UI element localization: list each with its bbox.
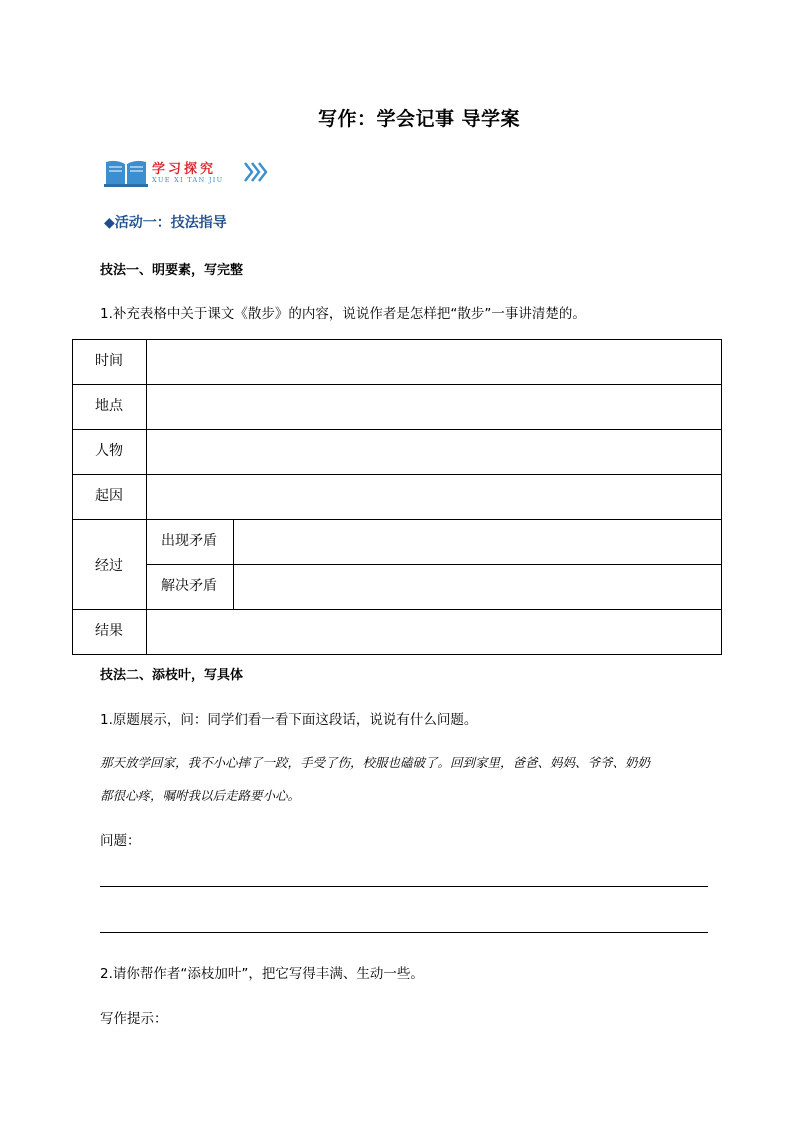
answer-cell-place[interactable] <box>147 385 722 430</box>
table-row <box>73 475 722 520</box>
technique1-heading: 技法一、明要素，写完整 <box>100 263 244 278</box>
technique1-question: 1.补充表格中关于课文《散步》的内容，说说作者是怎样把“散步”一事讲清楚的。 <box>100 306 586 322</box>
technique2-heading: 技法二、添枝叶，写具体 <box>100 668 244 683</box>
passage-line-2: 都很心疼，嘱咐我以后走路要小心。 <box>100 788 301 803</box>
answer-cell-result[interactable] <box>147 610 722 655</box>
row-label-cause: 起因 <box>95 488 123 504</box>
row-label-people: 人物 <box>95 443 123 459</box>
activity-heading: ◆活动一：技法指导 <box>104 215 227 231</box>
answer-cell-time[interactable] <box>147 340 722 385</box>
banner-pinyin: XUE XI TAN JIU <box>152 176 224 184</box>
table-row <box>73 565 722 610</box>
technique2-task: 2.请你帮作者“添枝加叶”，把它写得丰满、生动一些。 <box>100 966 424 982</box>
answer-cell-conflict[interactable] <box>234 520 722 565</box>
passage-line-1: 那天放学回家，我不小心摔了一跤，手受了伤，校服也磕破了。回到家里，爸爸、妈妈、爷爷、奶奶 <box>100 755 651 770</box>
table-row <box>73 610 722 655</box>
hint-label: 写作提示： <box>100 1011 168 1027</box>
sub-label-conflict: 出现矛盾 <box>161 533 217 549</box>
answer-cell-cause[interactable] <box>147 475 722 520</box>
table-row <box>73 340 722 385</box>
answer-line-1[interactable] <box>100 886 708 887</box>
story-elements-table <box>72 339 722 655</box>
banner-label: 学习探究 <box>152 162 217 177</box>
row-label-time: 时间 <box>95 353 123 369</box>
row-label-process: 经过 <box>95 557 123 574</box>
problem-label: 问题： <box>100 833 141 849</box>
table-row <box>73 430 722 475</box>
technique2-question: 1.原题展示，问：同学们看一看下面这段话，说说有什么问题。 <box>100 712 478 728</box>
table-row <box>73 520 722 565</box>
page-title: 写作：学会记事 导学案 <box>317 108 521 130</box>
row-label-place: 地点 <box>95 398 123 414</box>
chevrons-icon <box>243 161 269 183</box>
row-label-result: 结果 <box>95 623 123 639</box>
table-row <box>73 385 722 430</box>
answer-cell-people[interactable] <box>147 430 722 475</box>
answer-line-2[interactable] <box>100 932 708 933</box>
answer-cell-resolve[interactable] <box>234 565 722 610</box>
sub-label-resolve: 解决矛盾 <box>161 578 217 594</box>
